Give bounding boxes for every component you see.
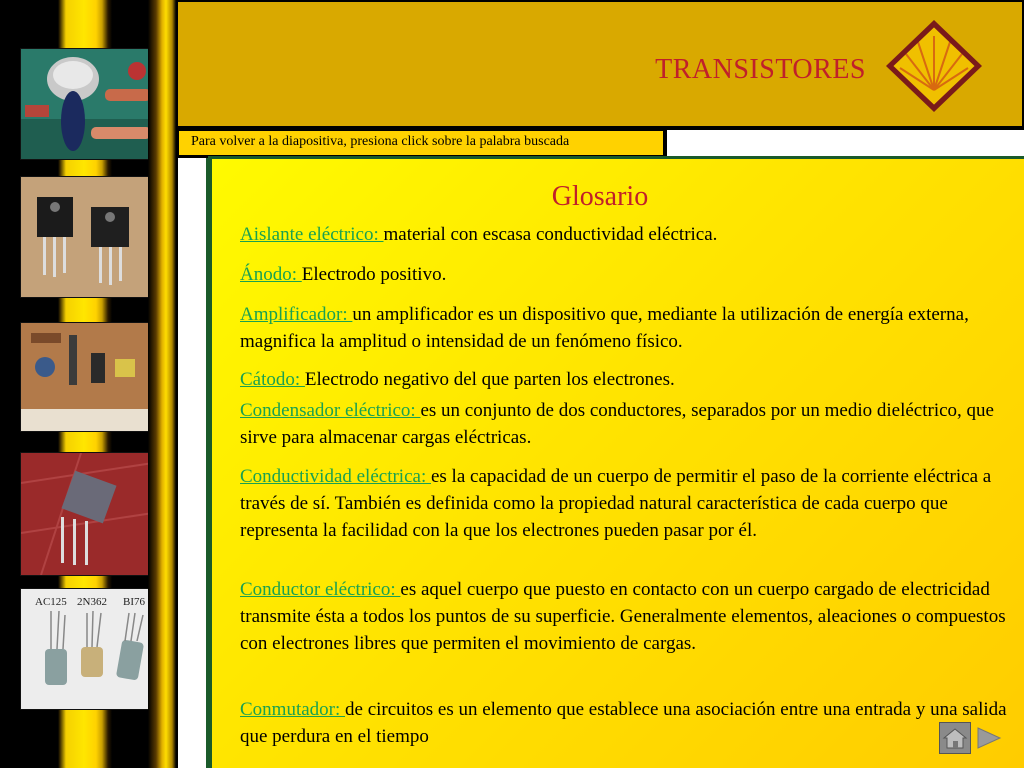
glossary-entry <box>240 221 1008 248</box>
white-divider-top <box>667 130 1024 156</box>
glossary-term-link[interactable]: Conductividad eléctrica: <box>240 466 431 487</box>
small-transistors-photo <box>20 588 154 710</box>
glossary-term-link[interactable]: Condensador eléctrico: <box>240 400 421 421</box>
play-right-icon <box>976 726 1002 750</box>
pcb-board-photo <box>20 322 154 432</box>
transistor-label-ac125: AC125 <box>35 596 67 608</box>
glossary-definition: es un conjunto de dos conductores, separados por un medio dieléctrico, que sirve para almacenar cargas eléctricas. <box>240 400 994 448</box>
home-button[interactable] <box>939 722 971 754</box>
glossary-panel <box>212 159 1024 768</box>
glossary-term-link[interactable]: Ánodo: <box>240 264 302 285</box>
glossary-title: Glosario <box>551 181 649 212</box>
glossary-term-link[interactable]: Conmutador: <box>240 699 346 720</box>
glossary-entry <box>240 463 1008 544</box>
glossary-entry <box>240 261 1008 288</box>
transistor-on-red-photo <box>20 452 154 576</box>
home-icon <box>940 723 970 753</box>
glossary-term-link[interactable]: Amplificador: <box>240 304 353 325</box>
glossary-entry <box>240 397 1008 451</box>
glossary-definition: es aquel cuerpo que puesto en contacto con un cuerpo cargado de electricidad transmite ésta a todos los puntos de su superficie. Generalmente elementos, aleaciones o compuestos con electrones libres que permiten el movimiento de cargas. <box>240 579 1006 654</box>
next-slide-button[interactable] <box>976 726 1002 755</box>
sunburst-diamond-icon <box>884 18 984 114</box>
white-divider-left <box>178 158 206 768</box>
glossary-term-link[interactable]: Cátodo: <box>240 369 305 390</box>
left-decorative-strip <box>0 0 176 768</box>
transistor-label-2n362: 2N362 <box>77 596 107 608</box>
instruction-bar: Para volver a la diapositiva, presiona click sobre la palabra buscada <box>178 130 664 156</box>
glossary-definition: material con escasa conductividad eléctrica. <box>383 224 718 245</box>
glossary-definition: Electrodo positivo. <box>301 264 447 285</box>
glossary-term-link[interactable]: Conductor eléctrico: <box>240 579 401 600</box>
glossary-entry <box>240 696 1008 750</box>
glossary-definition: es la capacidad de un cuerpo de permitir el paso de la corriente eléctrica a través de sí. También es definida como la propiedad natural característica de cada cuerpo que representa la facilidad con la que los electrones pueden pasar por él. <box>240 466 992 541</box>
glossary-definition: de circuitos es un elemento que establece una asociación entre una entrada y una salida que perdura en el tiempo <box>240 699 1007 747</box>
glossary-definition: Electrodo negativo del que parten los electrones. <box>304 369 675 390</box>
page-title: TRANSISTORES <box>655 54 866 85</box>
glossary-term-link[interactable]: Aislante eléctrico: <box>240 224 384 245</box>
glossary-entry <box>240 576 1008 657</box>
header-banner <box>176 0 1024 128</box>
power-transistors-photo <box>20 176 154 298</box>
glossary-definition: un amplificador es un dispositivo que, mediante la utilización de energía externa, magnifica la amplitud o intensidad de un fenómeno físico. <box>240 304 969 352</box>
circuit-board-photo <box>20 48 154 160</box>
glossary-entry <box>240 366 1008 393</box>
transistor-label-bi76: BI76 <box>123 596 145 608</box>
glossary-entry <box>240 301 1008 355</box>
